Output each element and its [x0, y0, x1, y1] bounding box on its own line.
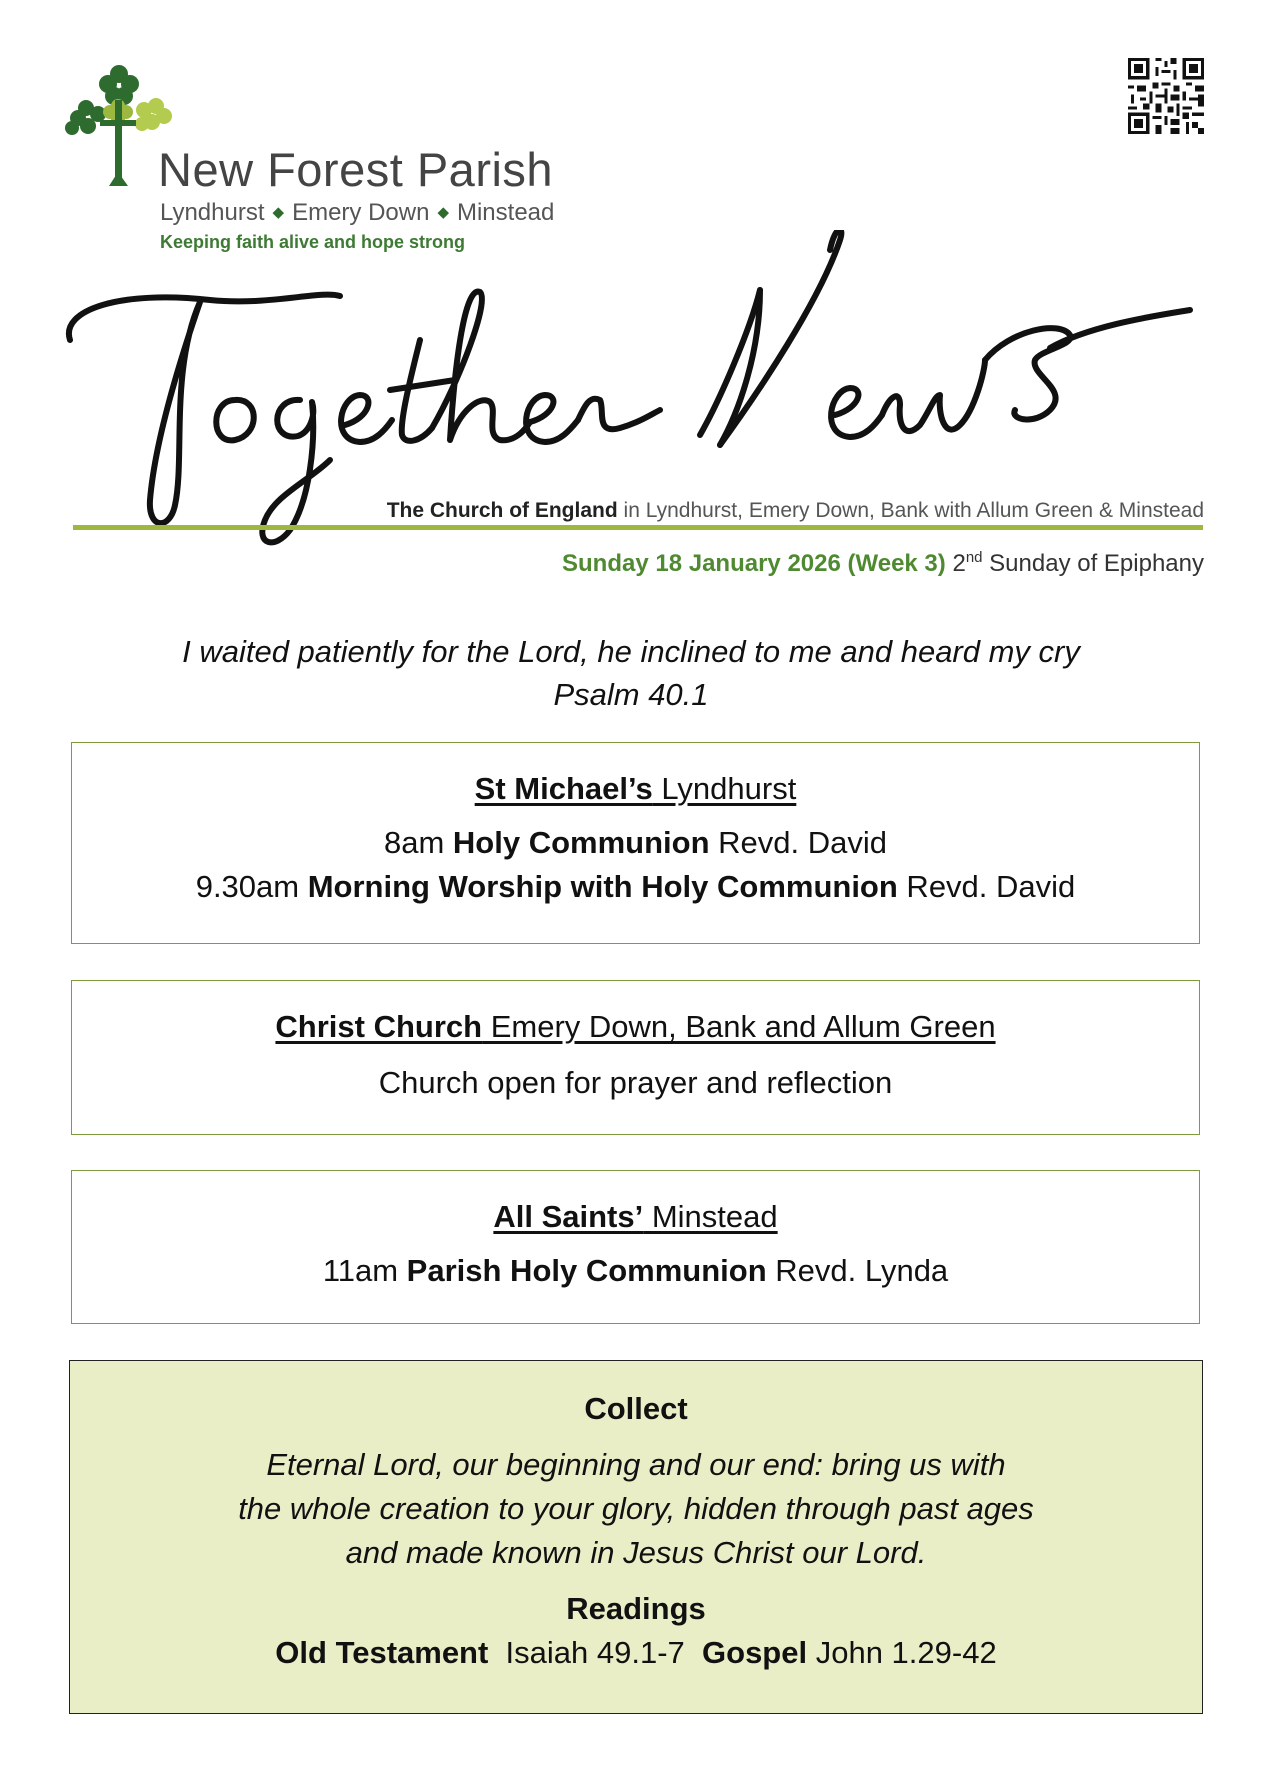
- masthead-subtitle-rest: in Lyndhurst, Emery Down, Bank with Allum Green & Minstead: [617, 499, 1204, 522]
- service-time: 11am: [322, 1253, 407, 1288]
- service-name: Holy Communion: [452, 825, 710, 860]
- service-name: Morning Worship with Holy Communion: [307, 869, 898, 904]
- service-entry: [72, 827, 1199, 858]
- collect-line: and made known in Jesus Christ our Lord.: [345, 1535, 927, 1570]
- old-testament-label: Old Testament: [275, 1635, 489, 1670]
- service-minister: Revd. David: [709, 825, 887, 860]
- issue-ordinal-suffix: nd: [965, 549, 983, 566]
- place-minstead: Minstead: [456, 199, 555, 226]
- old-testament-reference: Isaiah 49.1-7: [488, 1635, 703, 1670]
- church-location: Minstead: [643, 1199, 778, 1234]
- collect-line: Eternal Lord, our beginning and our end: bring us with: [266, 1447, 1006, 1482]
- readings-line: [70, 1637, 1202, 1668]
- issue-line: [562, 550, 1204, 576]
- parish-tagline: Keeping faith alive and hope strong: [160, 232, 466, 252]
- masthead-divider: [73, 525, 1203, 530]
- service-time: 8am: [384, 825, 453, 860]
- service-box-st-michaels: [71, 742, 1200, 944]
- issue-ordinal-number: 2: [952, 550, 966, 577]
- masthead-subtitle-bold: The Church of England: [386, 499, 618, 522]
- gospel-label: Gospel: [702, 1635, 808, 1670]
- service-name: Parish Holy Communion: [406, 1253, 767, 1288]
- service-box-christ-church: [71, 980, 1200, 1135]
- service-box-all-saints: [71, 1170, 1200, 1324]
- collect-line: the whole creation to your glory, hidden through past ages: [238, 1491, 1034, 1526]
- diamond-separator-icon: ◆: [437, 204, 449, 221]
- place-lyndhurst: Lyndhurst: [160, 199, 265, 226]
- readings-title: Readings: [566, 1591, 706, 1626]
- church-location: Lyndhurst: [652, 771, 797, 806]
- verse-text: I waited patiently for the Lord, he inclined to me and heard my cry: [182, 634, 1080, 669]
- issue-date: Sunday 18 January 2026 (Week 3): [562, 550, 946, 577]
- church-name: All Saints’: [493, 1199, 644, 1234]
- church-location: Emery Down, Bank and Allum Green: [482, 1009, 996, 1044]
- service-entry: [72, 1255, 1199, 1286]
- parish-name: New Forest Parish: [158, 143, 554, 196]
- qr-code-icon: [1128, 58, 1204, 134]
- church-name: Christ Church: [275, 1009, 483, 1044]
- church-heading: [72, 1201, 1199, 1232]
- service-time: 9.30am: [195, 869, 308, 904]
- issue-occasion: Sunday of Epiphany: [982, 550, 1204, 577]
- church-heading: [72, 773, 1199, 804]
- diamond-separator-icon: ◆: [272, 204, 285, 221]
- service-minister: Revd. Lynda: [766, 1253, 949, 1288]
- collect-readings-box: [69, 1360, 1203, 1714]
- service-entry: [72, 871, 1199, 902]
- masthead-subtitle: [387, 500, 1204, 521]
- church-name: St Michael’s: [474, 771, 653, 806]
- place-emery-down: Emery Down: [292, 199, 430, 226]
- collect-title: Collect: [584, 1391, 688, 1426]
- gospel-reference: John 1.29-42: [807, 1635, 997, 1670]
- verse-reference: Psalm 40.1: [553, 677, 709, 712]
- service-minister: Revd. David: [897, 869, 1076, 904]
- service-note: Church open for prayer and reflection: [378, 1065, 893, 1100]
- church-heading: [72, 1011, 1199, 1042]
- parish-places: [160, 201, 554, 225]
